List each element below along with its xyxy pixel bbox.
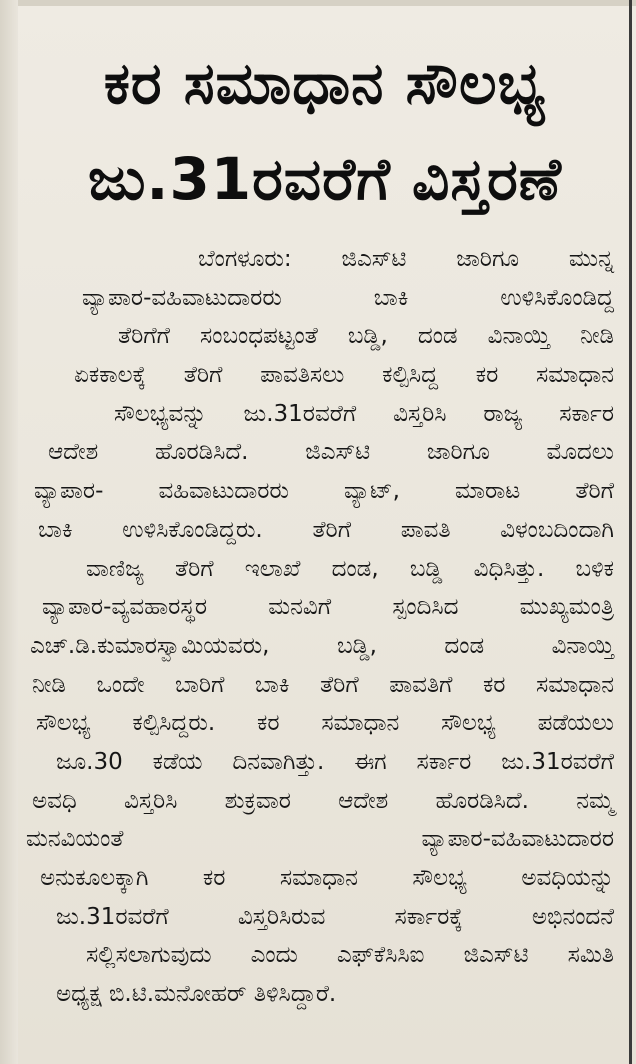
body-line: ವಾಣಿಜ್ಯ ತೆರಿಗೆ ಇಲಾಖೆ ದಂಡ, ಬಡ್ಡಿ ವಿಧಿಸಿತ್ತು. ಬಳಿಕ	[86, 555, 614, 582]
headline-line-1: ಕರ ಸಮಾಧಾನ ಸೌಲಭ್ಯ	[103, 49, 547, 117]
body-line: ಏಕಕಾಲಕ್ಕೆ ತೆರಿಗೆ ಪಾವತಿಸಲು ಕಲ್ಪಿಸಿದ್ದ ಕರ ಸಮಾಧಾನ	[74, 362, 614, 389]
body-line: ತೆರಿಗೆಗೆ ಸಂಬಂಧಪಟ್ಟಂತೆ ಬಡ್ಡಿ, ದಂಡ ವಿನಾಯ್ತಿ ನೀಡಿ	[118, 323, 614, 350]
body-line: ಸಲ್ಲಿಸಲಾಗುವುದು ಎಂದು ಎಫ್‌ಕೆಸಿಸಿಐ ಜಿಎಸ್‌ಟಿ ಸಮಿತಿ	[86, 942, 614, 969]
body-line: ಅವಧಿ ವಿಸ್ತರಿಸಿ ಶುಕ್ರವಾರ ಆದೇಶ ಹೊರಡಿಸಿದೆ. ನಮ್ಮ	[32, 787, 614, 814]
body-line: ಬೆಂಗಳೂರು: ಜಿಎಸ್‌ಟಿ ಜಾರಿಗೂ ಮುನ್ನ	[198, 246, 614, 272]
body-line: ಅಧ್ಯಕ್ಷ ಬಿ.ಟಿ.ಮನೋಹರ್ ತಿಳಿಸಿದ್ದಾರೆ.	[56, 981, 337, 1008]
body-line: ಬಾಕಿ ಉಳಿಸಿಕೊಂಡಿದ್ದರು. ತೆರಿಗೆ ಪಾವತಿ ವಿಳಂಬದಿಂದಾಗಿ	[38, 516, 614, 543]
body-line: ವ್ಯಾಪಾರ- ವಹಿವಾಟುದಾರರು ವ್ಯಾಟ್, ಮಾರಾಟ ತೆರಿಗೆ	[34, 478, 614, 505]
article-body	[26, 240, 614, 1014]
body-line: ಎಚ್.ಡಿ.ಕುಮಾರಸ್ವಾಮಿಯವರು, ಬಡ್ಡಿ, ದಂಡ ವಿನಾಯ್ತಿ	[30, 632, 614, 659]
headline-line-2: ಜು.31ರವರೆಗೆ ವಿಸ್ತರಣೆ	[87, 145, 563, 213]
body-line: ಜೂ.30 ಕಡೆಯ ದಿನವಾಗಿತ್ತು. ಈಗ ಸರ್ಕಾರ ಜು.31ರವರೆಗೆ	[56, 748, 614, 775]
body-line: ಜು.31ರವರೆಗೆ ವಿಸ್ತರಿಸಿರುವ ಸರ್ಕಾರಕ್ಕೆ ಅಭಿನಂದನೆ	[56, 903, 614, 930]
column-rule	[629, 0, 632, 1064]
clipping-top-edge	[0, 0, 636, 6]
body-line: ನೀಡಿ ಒಂದೇ ಬಾರಿಗೆ ಬಾಕಿ ತೆರಿಗೆ ಪಾವತಿಗೆ ಕರ ಸಮಾಧಾನ	[32, 671, 614, 698]
body-line: ಮನವಿಯಂತೆ ವ್ಯಾಪಾರ-ವಹಿವಾಟುದಾರರ	[26, 826, 614, 853]
body-line: ಸೌಲಭ್ಯ ಕಲ್ಪಿಸಿದ್ದರು. ಕರ ಸಮಾಧಾನ ಸೌಲಭ್ಯ ಪಡೆಯಲು	[36, 710, 614, 737]
body-line: ವ್ಯಾಪಾರ-ವ್ಯವಹಾರಸ್ಥರ ಮನವಿಗೆ ಸ್ಪಂದಿಸಿದ ಮುಖ್ಯಮಂತ್ರಿ	[42, 594, 614, 621]
body-line: ಅನುಕೂಲಕ್ಕಾಗಿ ಕರ ಸಮಾಧಾನ ಸೌಲಭ್ಯ ಅವಧಿಯನ್ನು	[40, 865, 614, 891]
left-margin-shadow	[0, 0, 18, 1064]
body-line: ವ್ಯಾಪಾರ-ವಹಿವಾಟುದಾರರು ಬಾಕಿ ಉಳಿಸಿಕೊಂಡಿದ್ದ	[82, 284, 614, 311]
body-line: ಆದೇಶ ಹೊರಡಿಸಿದೆ. ಜಿಎಸ್‌ಟಿ ಜಾರಿಗೂ ಮೊದಲು	[48, 439, 614, 466]
body-line: ಸೌಲಭ್ಯವನ್ನು ಜು.31ರವರೆಗೆ ವಿಸ್ತರಿಸಿ ರಾಜ್ಯ ಸರ್ಕಾರ	[114, 400, 614, 427]
